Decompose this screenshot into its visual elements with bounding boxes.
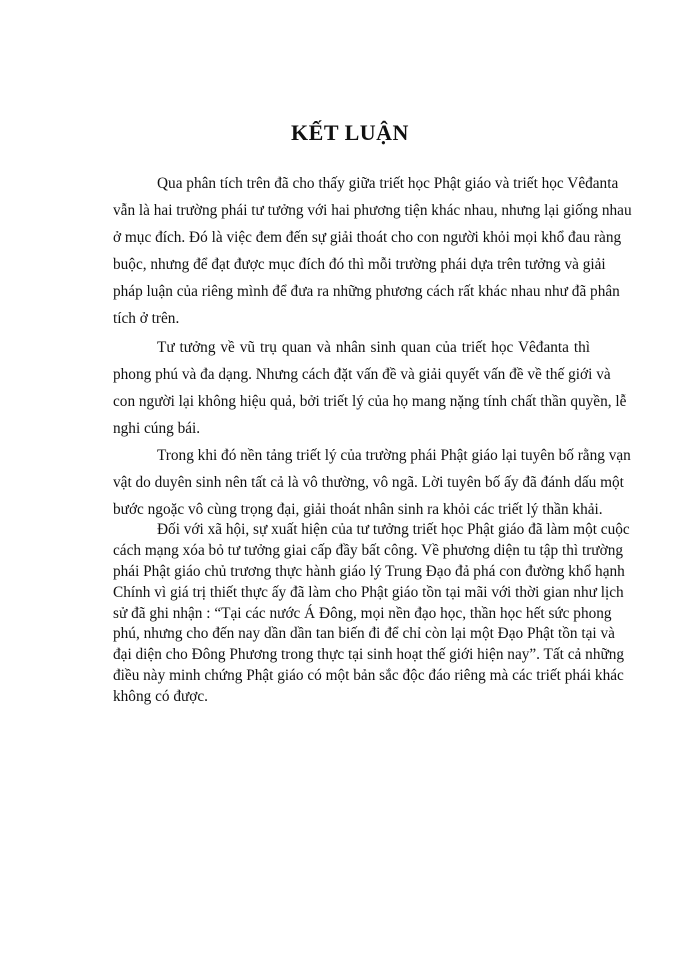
text-line: sử đã ghi nhận : “Tại các nước Á Đông, mọi nền đạo học, thần học hết sức phong: [113, 604, 612, 622]
text-line: Trong khi đó nền tảng triết lý của trường phái Phật giáo lại tuyên bố rằng vạn: [157, 447, 631, 464]
text-line: bước ngoặc vô cùng trọng đại, giải thoát nhân sinh ra khỏi các triết lý thần khải.: [113, 501, 603, 518]
text-line: buộc, nhưng để đạt được mục đích đó thì mỗi trường phái dựa trên tưởng và giải: [113, 256, 606, 273]
text-line: Tư tưởng về vũ trụ quan và nhân sinh quan của triết học Vêđanta thì: [157, 339, 590, 356]
text-line: không có được.: [113, 688, 208, 706]
text-line: Qua phân tích trên đã cho thấy giữa triết học Phật giáo và triết học Vêđanta: [157, 175, 619, 192]
text-line: phú, nhưng cho đến nay dần dần tan biến đi để chỉ còn lại một Đạo Phật tồn tại và: [113, 625, 615, 643]
text-line: Chính vì giá trị thiết thực ấy đã làm cho Phật giáo tồn tại mãi với thời gian như lịch: [113, 583, 624, 601]
paragraph-3: [113, 442, 631, 523]
text-line: pháp luận của riêng mình để đưa ra những phương cách rất khác nhau như đã phân: [113, 283, 620, 300]
text-line: vẫn là hai trường phái tư tưởng với hai phương tiện khác nhau, nhưng lại giống nhau: [113, 202, 632, 219]
text-line: tích ở trên.: [113, 310, 180, 327]
text-line: phái Phật giáo chủ trương thực hành giáo lý Trung Đạo đả phá con đường khổ hạnh: [113, 562, 625, 580]
paragraph-1: [113, 170, 632, 332]
text-line: vật do duyên sinh nên tất cả là vô thường, vô ngã. Lời tuyên bố ấy đã đánh dấu một: [113, 474, 624, 491]
text-line: ở mục đích. Đó là việc đem đến sự giải thoát cho con người khỏi mọi khổ đau ràng: [113, 229, 622, 246]
text-line: nghi cúng bái.: [113, 420, 201, 437]
text-line: cách mạng xóa bỏ tư tưởng giai cấp đầy bất công. Về phương diện tu tập thì trường: [113, 541, 623, 559]
text-line: đại diện cho Đông Phương trong thực tại sinh hoạt thế giới hiện nay”. Tất cả những: [113, 646, 625, 664]
page-title: KẾT LUẬN: [291, 120, 409, 145]
text-line: Đối với xã hội, sự xuất hiện của tư tưởng triết học Phật giáo đã làm một cuộc: [157, 521, 630, 538]
paragraph-4: [113, 520, 630, 708]
text-line: điều này minh chứng Phật giáo có một bản sắc độc đáo riêng mà các triết phái khác: [113, 667, 624, 685]
text-line: phong phú và đa dạng. Nhưng cách đặt vấn đề và giải quyết vấn đề về thế giới và: [113, 366, 611, 383]
text-line: con người lại không hiệu quả, bởi triết lý của họ mang nặng tính chất thần quyền, lễ: [113, 393, 627, 410]
paragraph-2: [113, 334, 627, 442]
